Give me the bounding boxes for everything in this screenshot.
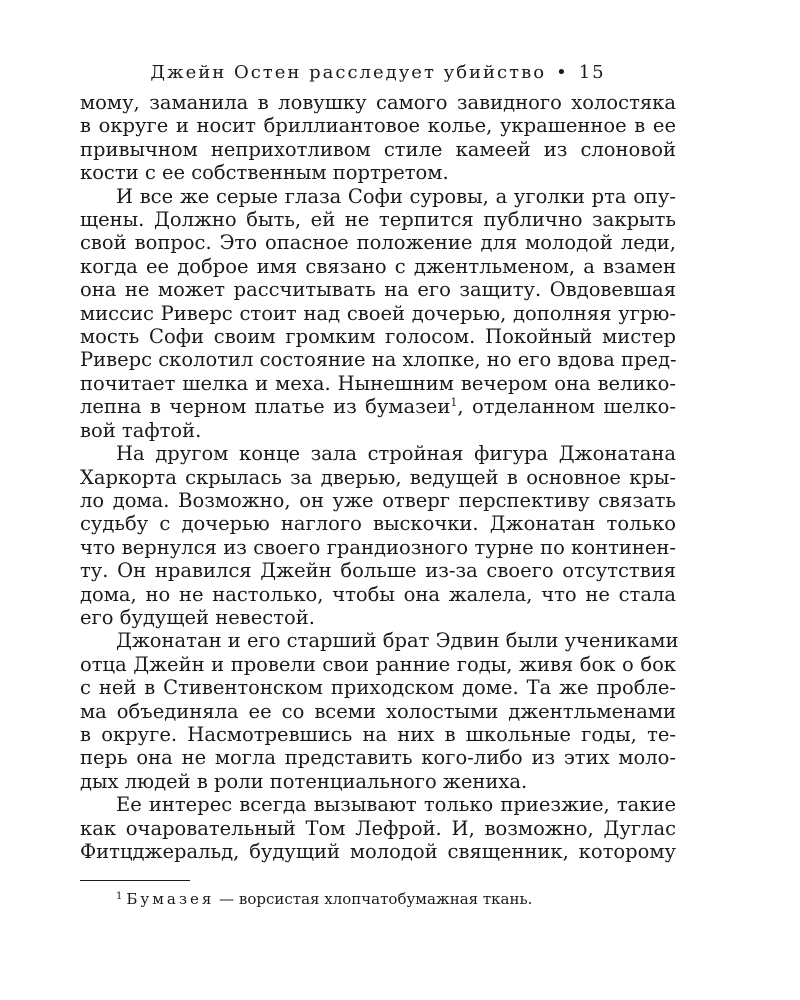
text-line [80,395,676,418]
bullet-separator: • [556,62,569,83]
text-line: почитает шелка и меха. Нынешним вечером она велико- [80,371,676,395]
running-title: Джейн Остен расследует убийство [150,62,547,83]
footnote-marker: 1 [116,891,123,902]
book-page [80,62,679,863]
text-segment: , отделанном шелко- [457,395,676,419]
text-line: когда ее доброе имя связано с джентльменом, а взамен [80,254,676,278]
text-line: дома, но не настолько, чтобы она жалела, что не стала [80,582,676,606]
text-line: вой тафтой. [80,418,202,442]
running-header [80,62,676,83]
text-line: перь она не могла представить кого-либо из этих моло- [80,746,676,770]
text-line: в округе и носит бриллиантовое колье, украшенное в ее [80,114,676,138]
text-line: ма объединяла ее со всеми холостыми джентльменами [80,699,676,723]
text-line: как очаровательный Том Лефрой. И, возможно, Дуглас [80,816,676,840]
text-line: ло дома. Возможно, он уже отверг перспективу связать [80,488,676,512]
paragraph-first-line: И все же серые глаза Софи суровы, а уголки рта опу- [116,184,676,208]
text-line: привычном неприхотливом стиле камеей из слоновой [80,137,676,161]
paragraph-first-line: Джонатан и его старший брат Эдвин были учениками [116,629,679,653]
text-line: кости с ее собственным портретом. [80,161,449,185]
text-line: дых людей в роли потенциального жениха. [80,769,528,793]
text-segment: лепна в черном платье из бумазеи [80,395,451,419]
paragraph-first-line: Ее интерес всегда вызывают только приезжие, такие [116,793,676,817]
text-line: мому, заманила в ловушку самого завидного холостяка [80,91,676,114]
page-number: 15 [578,62,606,83]
footnote-term: Бумазея [126,890,215,908]
text-line: миссис Риверс стоит над своей дочерью, дополняя угрю- [80,301,676,325]
text-line: что вернулся из своего грандиозного турне по континен- [80,535,676,559]
text-line: отца Джейн и провели свои ранние годы, живя бок о бок [80,652,676,676]
text-line: щены. Должно быть, ей не терпится публично закрыть [80,208,676,232]
text-line: свой вопрос. Это опасное положение для молодой леди, [80,231,676,255]
text-line: его будущей невестой. [80,605,315,629]
text-line: Харкорта скрылась за дверью, ведущей в основное кры- [80,465,676,489]
text-line: Фитцджеральд, будущий молодой священник, которому [80,840,676,863]
text-line: в округе. Насмотревшись на них в школьные годы, те- [80,722,676,746]
text-line: с ней в Стивентонском приходском доме. Та же пробле- [80,676,676,700]
footnote [116,890,532,908]
body-text [80,91,679,863]
paragraph-first-line: На другом конце зала стройная фигура Джонатана [116,442,676,466]
text-line: судьбу с дочерью наглого выскочки. Джонатан только [80,512,676,536]
footnote-reference[interactable]: 1 [450,396,458,410]
text-line: мость Софи своим громким голосом. Покойный мистер [80,325,676,349]
footnote-divider [80,880,190,881]
text-line: Риверс сколотил состояние на хлопке, но его вдова пред- [80,348,677,372]
text-line: она не может рассчитывать на его защиту. Овдовевшая [80,278,676,302]
footnote-text: — ворсистая хлопчатобумажная ткань. [214,890,533,908]
text-line: ту. Он нравился Джейн больше из-за своего отсутствия [80,559,676,583]
